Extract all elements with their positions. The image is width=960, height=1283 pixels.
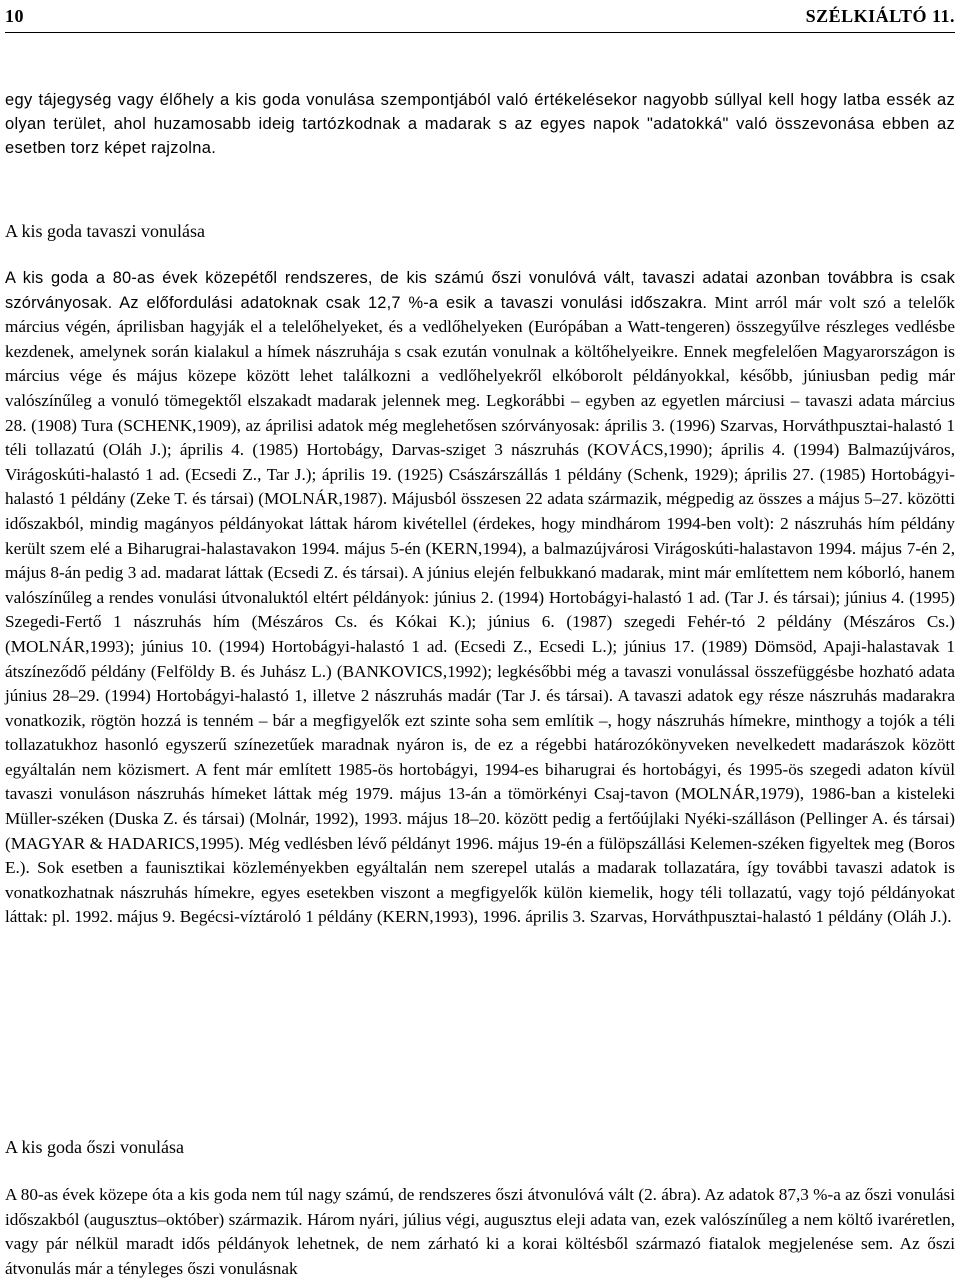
page-number: 10 xyxy=(5,6,24,26)
section-heading-spring: A kis goda tavaszi vonulása xyxy=(5,221,205,241)
spring-paragraph-intro: A kis goda a 80-as évek közepétől rendszeres, de kis számú őszi vonulóvá vált, tavaszi adatai azonban továbbra is csak szórványosak. Az előfordulási adatoknak csak 12,7 %-a esik a tavaszi vonulási időszakra. xyxy=(5,269,955,312)
spring-paragraph xyxy=(5,266,955,930)
page-header xyxy=(5,4,955,33)
autumn-paragraph: A 80-as évek közepe óta a kis goda nem túl nagy számú, de rendszeres őszi átvonulóvá vált (2. ábra). Az adatok 87,3 %-a az őszi vonulási időszakból (augusztus–október) származik. Három nyári, július végi, augusztus eleji adata van, ezek valószínűleg a nem költő ivaréretlen, vagy pár nélkül maradt idős példányok lehetnek, de nem zárható ki a korai költésből származó fiatalok megjelenése sem. Az őszi átvonulás már a tényleges őszi vonulásnak xyxy=(5,1185,955,1278)
spring-paragraph-body: Mint arról már volt szó a telelők március végén, áprilisban hagyják el a telelőhelyeket, és a vedlőhelyeken (Európában a Watt-tengeren) összegyűlve részleges vedlésbe kezdenek, amelynek során kialakul a hímek nászruhája s csak ezután vonulnak a költőhelyeikre. Ennek megfelelően Magyarországon is március vége és május közepe között lehet találkozni a vedlőhelyekről elkóborolt példányokkal, később, júniusban pedig már valószínűleg a vonuló tömegektől elszakadt madarak jelennek meg. Legkorábbi – egyben az egyetlen márciusi – tavaszi adata március 28. (1908) Tura (SCHENK,1909), az áprilisi adatok még meglehetősen szórványosak: április 3. (1996) Szarvas, Horváthpusztai-halastó 1 téli tollazatú (Oláh J.); április 4. (1985) Hortobágy, Darvas-sziget 3 nászruhás (KOVÁCS,1990); április 4. (1994) Balmazújváros, Virágoskúti-halastó 1 ad. (Ecsedi Z., Tar J.); április 19. (1925) Császárszállás 1 példány (Schenk, 1929); április 27. (1985) Hortobágyi-halastó 1 példány (Zeke T. és társai) (MOLNÁR,1987). Májusból összesen 22 adata származik, mégpedig az összes a május 5–27. közötti időszakból, mindig magányos példányokat láttak három kivétellel (érdekes, hogy mindhárom 1994-ben volt): 2 nászruhás hím példány került szem elé a Biharugrai-halastavakon 1994. május 5-én (KERN,1994), a balmazújvárosi Virágoskúti-halastavon 1994. május 7-én 2, május 8-án pedig 3 ad. madarat láttak (Ecsedi Z. és társai). A június elején felbukkanó madarak, mint már említettem nem kóborló, hanem valószínűleg a rendes vonulási útvonaluktól eltért példányok: június 2. (1994) Hortobágyi-halastó 1 ad. (Tar J. és társai); június 4. (1995) Szegedi-Fertő 1 nászruhás hím (Mészáros Cs. és Kókai K.); június 6. (1987) szegedi Fehér-tó 2 példány (Mészáros Cs.) (MOLNÁR,1993); június 10. (1994) Hortobágyi-halastó 1 ad. (Ecsedi Z., Ecsedi L.); június 17. (1989) Dömsöd, Apaji-halastavak 1 átszíneződő példány (Felföldy B. és Juhász L.) (BANKOVICS,1992); legkésőbbi még a tavaszi vonulással összefüggésbe hozható adata június 28–29. (1994) Hortobágyi-halastó 1, illetve 2 nászruhás madár (Tar J. és társai). A tavaszi adatok egy része nászruhás madarakra vonatkozik, rögtön hozzá is tenném – bár a megfigyelők ezt szinte soha sem említik –, hogy nászruhás hímekre, minthogy a tojók a téli tollazatukhoz hasonló egyszerű színezetűek maradnak nyáron is, de ez a régebbi határozókönyveken nevelkedett madarászok között egyáltalán nem közismert. A fent már említett 1985-ös hortobágyi, 1994-es biharugrai és hortobágyi, és 1995-ös szegedi adaton kívül tavaszi vonuláson nászruhás hímeket láttak még 1979. május 13-án a tömörkényi Csaj-tavon (MOLNÁR,1979), 1986-ban a kisteleki Müller-széken (Duska Z. és társai) (Molnár, 1992), 1993. május 18–20. között pedig a fertőújlaki Nyéki-szálláson (Pellinger A. és társai) (MAGYAR & HADARICS,1995). Még vedlésben lévő példányt 1996. május 19-én a fülöpszállási Kelemen-széken figyeltek meg (Boros E.). Sok esetben a faunisztikai közleményekben egyáltalán nem szerepel utalás a madarak tollazatára, így további tavaszi adatok is vonatkozhatnak nászruhás hímekre, egyes esetekben viszont a megfigyelők külön kiemelik, hogy téli tollazatú, vagy tojó példányokat láttak: pl. 1992. május 9. Begécsi-víztároló 1 példány (KERN,1993), 1996. április 3. Szarvas, Horváthpusztai-halastó 1 példány (Oláh J.). xyxy=(5,292,955,927)
intro-paragraph: egy tájegység vagy élőhely a kis goda vonulása szempontjából való értékelésekor nagyobb súllyal kell hogy latba essék az olyan terület, ahol huzamosabb ideig tartózkodnak a madarak s az egyes napok "adatokká" való összevonása ebben az esetben torz képet rajzolna. xyxy=(5,91,955,157)
section-heading-autumn: A kis goda őszi vonulása xyxy=(5,1137,184,1157)
journal-title: SZÉLKIÁLTÓ 11. xyxy=(805,6,955,26)
